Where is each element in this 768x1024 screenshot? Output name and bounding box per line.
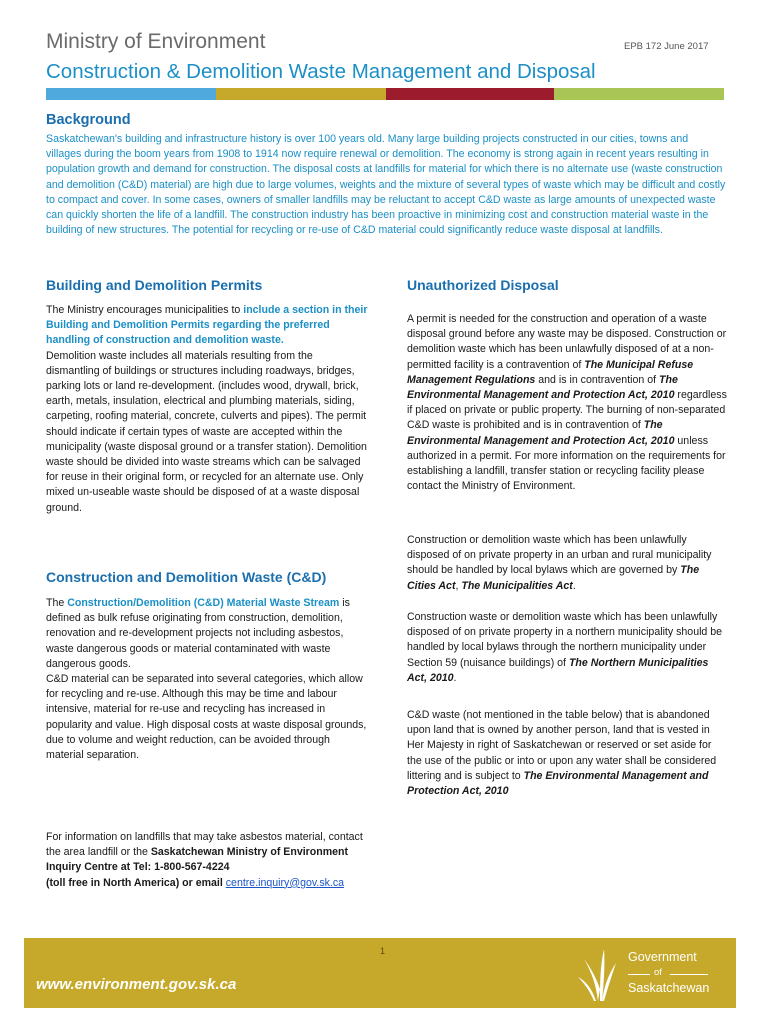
unauthorized-p4	[407, 708, 727, 799]
text-run: Construction or demolition waste which has been unlawfully disposed of on private property in an urban and rural municipality should be handled by local bylaws which are governed by	[407, 534, 712, 577]
background-text: Saskatchewan's building and infrastructure history is over 100 years old. Many large building projects constructed in our cities, towns and villages during the boom years from 1908 to 1914 now require renewal or demolition. The economy is strong again in recent years resulting in population growth and demand for construction. The disposal costs at landfills for material for which there is no alternate use (waste construction and demolition (C&D) material) are high due to large volumes, weights and the mixture of several types of waste which may be difficult and costly to compact and cover. In some cases, owners of smaller landfills may be reluctant to accept C&D waste as large amounts of unexpected waste can quickly shorten the life of a landfill. The construction industry has been proactive in minimizing cost and construction material waste in the building of new structures. The potential for recycling or re-use of C&D material could significantly reduce waste disposal at landfills.	[46, 133, 726, 237]
contact-line1: For information on landfills that may take asbestos material, contact the area landfill or the	[46, 831, 363, 859]
permits-text	[46, 303, 368, 516]
permits-highlight: include a section in their Building and Demolition Permits regarding the preferred handling of construction and demolition waste.	[46, 304, 368, 347]
contact-email-link[interactable]: centre.inquiry@gov.sk.ca	[225, 876, 345, 889]
act-title: The Environmental Management and Protection Act, 2010	[407, 373, 678, 402]
government-logo	[576, 945, 726, 1003]
ministry-name: Ministry of Environment	[46, 30, 266, 53]
cd-highlight: Construction/Demolition (C&D) Material Waste Stream	[67, 597, 340, 609]
text-run: A permit is needed for the construction and operation of a waste disposal ground before any waste may be disposed. Construction or demolition waste which has been unlawfully disposed of at a non-permitted facility is a contravention of	[407, 313, 727, 371]
act-title: The Municipalities Act	[461, 579, 573, 592]
footer-website[interactable]: www.environment.gov.sk.ca	[36, 976, 237, 993]
wheat-icon	[576, 945, 620, 1003]
gov-line-1: Government	[628, 950, 697, 964]
act-title: The Environmental Management and Protection Act, 2010	[407, 419, 675, 447]
color-bar-green	[554, 88, 724, 100]
text-run: Construction waste or demolition waste which has been unlawfully disposed of on private property in a northern municipality should be handled by local bylaws through the northern municipality under Section 59 (nuisance buildings) of	[407, 611, 723, 669]
color-bar-blue	[46, 88, 216, 100]
gov-line-3: Saskatchewan	[628, 981, 710, 995]
cd-intro: The	[46, 597, 68, 609]
act-title: The Municipal Refuse Management Regulations	[407, 358, 694, 386]
page-number: 1	[380, 946, 386, 956]
act-title: The Environmental Management and Protection Act, 2010	[407, 769, 709, 798]
color-bar-red	[386, 88, 554, 100]
color-bar-strip	[46, 88, 724, 100]
gov-rule-left	[628, 974, 650, 975]
text-run: ,	[455, 579, 462, 592]
text-run: C&D waste (not mentioned in the table below) that is abandoned upon land that is owned by another person, land that is vested in Her Majesty in right of Saskatchewan or reserved or set aside for the use of the public or into or upon any water shall be considered littering and is subject to	[407, 709, 717, 782]
background-heading: Background	[46, 112, 131, 128]
unauthorized-heading: Unauthorized Disposal	[407, 277, 559, 293]
permits-body: Demolition waste includes all materials resulting from the dismantling of buildings or structures including roadways, bridges, parking lots or land re-development. (includes wood, drywall, brick, earth, metals, insulation, electrical and plumbing materials, siding, carpeting, roofing material, concrete, culverts and pipes). The permit should indicate if certain types of waste are accepted within the municipality (waste disposal ground or a transfer station). Demolition waste should be divided into waste streams which can be salvaged for reuse in their original form, or recycled for an alternate use. Only mixed un-useable waste should be disposed of at a waste disposal ground.	[46, 349, 367, 514]
contact-text	[46, 830, 368, 891]
contact-inquiry-centre: Saskatchewan Ministry of Environment Inquiry Centre at Tel: 1-800-567-4224	[46, 846, 349, 874]
gov-line-2: of	[654, 967, 662, 978]
cd-waste-text	[46, 596, 368, 763]
text-run: and is in contravention of	[535, 373, 659, 386]
cd-body2: C&D material can be separated into several categories, which allow for recycling and re-use. Although this may be time and labour intensive, material for re-use and recycling has increased in popularity and value. High disposal costs at waste disposal grounds, due to volume and weight reduction, can be avoided through material separation.	[46, 673, 367, 762]
text-run: .	[572, 579, 576, 592]
footer-banner	[24, 938, 736, 1008]
page-title: Construction & Demolition Waste Management and Disposal	[46, 60, 596, 83]
act-title: The Northern Municipalities Act, 2010	[407, 656, 709, 684]
text-run: regardless if placed on private or public property. The burning of non-separated C&D waste is prohibited and is in contravention of	[407, 389, 727, 432]
unauthorized-p3	[407, 610, 727, 686]
unauthorized-p1	[407, 312, 727, 494]
act-title: The Cities Act	[407, 564, 700, 592]
text-run: unless authorized in a permit. For more information on the requirements for establishing a landfill, transfer station or recycling facility please contact the Ministry of Environment.	[407, 434, 726, 493]
cd-waste-heading: Construction and Demolition Waste (C&D)	[46, 569, 327, 585]
text-run: .	[453, 671, 457, 684]
unauthorized-p2	[407, 533, 727, 594]
contact-toll-free: (toll free in North America) or email	[46, 876, 226, 889]
cd-body1: is defined as bulk refuse originating from construction, demolition, renovation and re-development projects not including asbestos, waste dangerous goods or material contaminated with waste dangerous goods.	[46, 597, 350, 670]
color-bar-gold	[216, 88, 386, 100]
gov-rule-right	[670, 974, 708, 975]
permits-intro: The Ministry encourages municipalities to	[46, 304, 244, 316]
document-code: EPB 172 June 2017	[624, 41, 709, 52]
permits-heading: Building and Demolition Permits	[46, 277, 263, 293]
